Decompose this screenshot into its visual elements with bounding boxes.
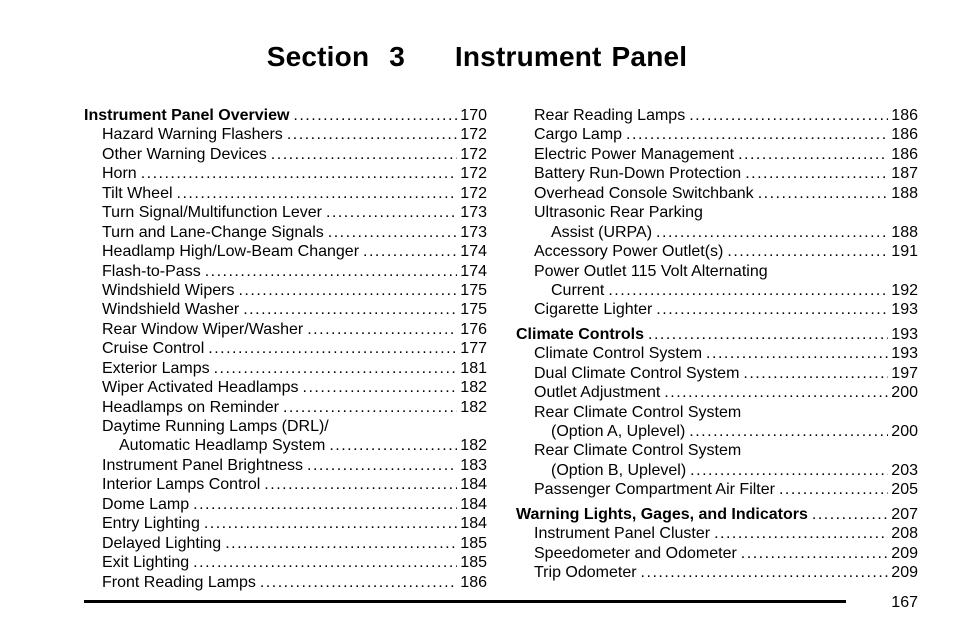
toc-entry-page: 175 <box>460 301 487 319</box>
toc-entry-label: Instrument Panel Cluster <box>534 525 711 543</box>
toc-entry-label: Wiper Activated Headlamps <box>102 379 299 397</box>
toc-entry-label: Headlamp High/Low-Beam Changer <box>102 243 360 261</box>
toc-entry-label: Passenger Compartment Air Filter <box>534 481 775 499</box>
toc-entry[interactable] <box>516 281 918 300</box>
toc-entry-label: Turn and Lane-Change Signals <box>102 223 324 241</box>
dot-leader <box>706 344 888 363</box>
toc-entry-page: 177 <box>460 340 487 358</box>
toc-entry-label: Other Warning Devices <box>102 145 267 163</box>
dot-leader <box>363 242 457 261</box>
toc-section-heading[interactable] <box>516 505 918 524</box>
toc-entry[interactable] <box>84 573 487 592</box>
toc-entry-label: Instrument Panel Overview <box>84 107 290 124</box>
dot-leader <box>714 524 888 543</box>
toc-entry-label: Rear Climate Control System <box>534 403 742 421</box>
toc-entry-page: 182 <box>460 379 487 397</box>
toc-entry-label: Power Outlet 115 Volt Alternating <box>534 262 768 280</box>
toc-entry-label: (Option B, Uplevel) <box>551 461 687 479</box>
toc-entry-label: Outlet Adjustment <box>534 384 661 402</box>
toc-entry[interactable] <box>84 223 487 242</box>
dot-leader <box>193 495 457 514</box>
toc-entry-label: Automatic Headlamp System <box>119 437 326 455</box>
dot-leader <box>656 300 888 319</box>
toc-entry-page: 186 <box>891 107 918 124</box>
toc-entry-label: Speedometer and Odometer <box>534 544 737 562</box>
toc-entry-label: Cruise Control <box>102 340 205 358</box>
dot-leader <box>243 300 457 319</box>
toc-entry-page: 187 <box>891 165 918 183</box>
toc-entry-label: Battery Run-Down Protection <box>534 165 742 183</box>
toc-entry[interactable] <box>516 403 918 422</box>
dot-leader <box>287 125 457 144</box>
toc-entry-page: 172 <box>460 126 487 144</box>
dot-leader <box>141 164 458 183</box>
toc-entry-page: 172 <box>460 184 487 202</box>
toc-entry-label: Turn Signal/Multifunction Lever <box>102 204 322 222</box>
toc-entry-label: Daytime Running Lamps (DRL)/ <box>102 418 329 435</box>
toc-entry-label: Dual Climate Control System <box>534 364 740 382</box>
toc-entry-page: 203 <box>891 461 918 479</box>
toc-entry-page: 173 <box>460 223 487 241</box>
toc-entry-page: 191 <box>891 243 918 261</box>
toc-entry-page: 182 <box>460 398 487 416</box>
dot-leader <box>727 242 888 261</box>
toc-entry[interactable] <box>516 544 918 563</box>
dot-leader <box>648 325 888 344</box>
toc-right-column <box>516 106 918 583</box>
toc-entry-page: 172 <box>460 145 487 163</box>
toc-entry[interactable] <box>516 422 918 441</box>
dot-leader <box>307 320 457 339</box>
toc-entry-page: 197 <box>891 364 918 382</box>
toc-entry[interactable] <box>516 300 918 319</box>
dot-leader <box>293 106 457 125</box>
toc-entry-page: 183 <box>460 456 487 474</box>
toc-entry[interactable] <box>516 184 918 203</box>
toc-entry-page: 170 <box>460 107 487 124</box>
toc-entry[interactable] <box>84 378 487 397</box>
toc-entry-label: Current <box>551 281 605 299</box>
toc-entry-label: Exit Lighting <box>102 554 190 572</box>
toc-entry-page: 188 <box>891 184 918 202</box>
toc-entry[interactable] <box>516 383 918 402</box>
toc-entry-page: 173 <box>460 204 487 222</box>
toc-entry-page: 182 <box>460 437 487 455</box>
toc-entry[interactable] <box>516 480 918 499</box>
toc-entry-label: Assist (URPA) <box>551 223 653 241</box>
toc-entry-page: 181 <box>460 359 487 377</box>
toc-entry[interactable] <box>516 563 918 582</box>
toc-entry-label: Electric Power Management <box>534 145 735 163</box>
toc-entry[interactable] <box>516 441 918 460</box>
dot-leader <box>779 480 888 499</box>
toc-entry-label: Ultrasonic Rear Parking <box>534 204 703 222</box>
toc-entry[interactable] <box>84 495 487 514</box>
toc-entry[interactable] <box>84 359 487 378</box>
dot-leader <box>626 125 888 144</box>
toc-entry[interactable] <box>516 524 918 543</box>
toc-entry-label: Accessory Power Outlet(s) <box>534 243 724 261</box>
toc-entry[interactable] <box>84 184 487 203</box>
toc-entry[interactable] <box>84 417 487 436</box>
dot-leader <box>260 573 457 592</box>
toc-entry-label: Tilt Wheel <box>102 184 173 202</box>
dot-leader <box>328 223 458 242</box>
dot-leader <box>738 145 888 164</box>
toc-entry[interactable] <box>84 125 487 144</box>
toc-entry-page: 186 <box>891 126 918 144</box>
toc-entry-label: Rear Window Wiper/Washer <box>102 320 304 338</box>
dot-leader <box>741 544 889 563</box>
toc-entry[interactable] <box>84 203 487 222</box>
toc-entry[interactable] <box>84 436 487 455</box>
dot-leader <box>758 184 889 203</box>
toc-entry-label: Cargo Lamp <box>534 126 623 144</box>
toc-entry-label: Horn <box>102 165 137 183</box>
toc-entry[interactable] <box>84 281 487 300</box>
toc-entry-label: Windshield Washer <box>102 301 240 319</box>
toc-entry[interactable] <box>84 514 487 533</box>
toc-entry[interactable] <box>84 339 487 358</box>
toc-entry-page: 209 <box>891 564 918 582</box>
toc-entry-label: Exterior Lamps <box>102 359 210 377</box>
dot-leader <box>329 436 457 455</box>
toc-entry-label: Trip Odometer <box>534 564 637 582</box>
dot-leader <box>307 456 457 475</box>
dot-leader <box>271 145 458 164</box>
section-title: Section 3 Instrument Panel <box>266 41 688 72</box>
page-number: 167 <box>891 594 918 611</box>
toc-section-heading[interactable] <box>84 106 487 125</box>
toc-entry[interactable] <box>84 242 487 261</box>
toc-entry[interactable] <box>516 223 918 242</box>
dot-leader <box>743 364 888 383</box>
toc-entry-page: 188 <box>891 223 918 241</box>
dot-leader <box>208 339 457 358</box>
dot-leader <box>238 281 457 300</box>
toc-entry-page: 193 <box>891 345 918 363</box>
toc-entry-page: 176 <box>460 320 487 338</box>
toc-entry-label: Warning Lights, Gages, and Indicators <box>516 505 808 523</box>
dot-leader <box>225 534 457 553</box>
dot-leader <box>664 383 888 402</box>
dot-leader <box>641 563 889 582</box>
footer-rule <box>84 600 846 603</box>
toc-entry-page: 184 <box>460 495 487 513</box>
toc-entry-label: Overhead Console Switchbank <box>534 184 754 202</box>
toc-entry-label: Rear Climate Control System <box>534 442 742 460</box>
toc-entry-page: 205 <box>891 481 918 499</box>
dot-leader <box>283 398 457 417</box>
dot-leader <box>177 184 458 203</box>
toc-entry-page: 193 <box>891 325 918 343</box>
dot-leader <box>264 475 457 494</box>
toc-entry-label: Cigarette Lighter <box>534 301 653 319</box>
toc-entry-page: 186 <box>891 145 918 163</box>
toc-entry[interactable] <box>84 320 487 339</box>
toc-entry[interactable] <box>84 534 487 553</box>
dot-leader <box>214 359 458 378</box>
toc-entry[interactable] <box>516 344 918 363</box>
dot-leader <box>204 514 457 533</box>
toc-entry-page: 185 <box>460 534 487 552</box>
dot-leader <box>205 262 458 281</box>
toc-entry[interactable] <box>516 164 918 183</box>
toc-entry-page: 186 <box>460 573 487 591</box>
toc-entry[interactable] <box>84 456 487 475</box>
toc-entry-label: Flash-to-Pass <box>102 262 201 280</box>
toc-entry[interactable] <box>516 203 918 222</box>
toc-entry-label: Rear Reading Lamps <box>534 107 686 124</box>
toc-entry[interactable] <box>516 106 918 125</box>
toc-entry-page: 174 <box>460 243 487 261</box>
dot-leader <box>326 203 457 222</box>
toc-entry-page: 192 <box>891 281 918 299</box>
toc-entry-label: Climate Controls <box>516 325 645 343</box>
dot-leader <box>193 553 457 572</box>
dot-leader <box>608 281 888 300</box>
toc-entry-page: 208 <box>891 525 918 543</box>
toc-entry[interactable] <box>84 553 487 572</box>
toc-entry-label: Entry Lighting <box>102 515 200 533</box>
dot-leader <box>690 461 888 480</box>
toc-entry-label: Dome Lamp <box>102 495 190 513</box>
toc-entry-label: Headlamps on Reminder <box>102 398 279 416</box>
toc-entry-label: Interior Lamps Control <box>102 476 261 494</box>
dot-leader <box>689 422 888 441</box>
toc-entry-page: 193 <box>891 301 918 319</box>
toc-entry-page: 207 <box>891 505 918 523</box>
toc-entry-page: 185 <box>460 554 487 572</box>
toc-entry[interactable] <box>84 164 487 183</box>
toc-entry-label: Front Reading Lamps <box>102 573 256 591</box>
toc-entry-page: 184 <box>460 515 487 533</box>
toc-entry[interactable] <box>516 364 918 383</box>
toc-entry[interactable] <box>516 262 918 281</box>
toc-entry-page: 200 <box>891 423 918 440</box>
toc-entry-label: Climate Control System <box>534 345 703 363</box>
dot-leader <box>656 223 888 242</box>
dot-leader <box>303 378 458 397</box>
toc-left-column <box>84 106 487 592</box>
toc-entry[interactable] <box>84 398 487 417</box>
dot-leader <box>812 505 888 524</box>
toc-entry-label: Delayed Lighting <box>102 534 222 552</box>
toc-entry[interactable] <box>516 242 918 261</box>
toc-entry-page: 200 <box>891 384 918 402</box>
toc-entry[interactable] <box>84 262 487 281</box>
toc-entry-page: 174 <box>460 262 487 280</box>
dot-leader <box>689 106 888 125</box>
toc-entry[interactable] <box>516 125 918 144</box>
toc-entry[interactable] <box>516 461 918 480</box>
toc-entry-label: Hazard Warning Flashers <box>102 126 283 144</box>
toc-section-heading[interactable] <box>516 325 918 344</box>
toc-entry-page: 172 <box>460 165 487 183</box>
toc-entry-label: Instrument Panel Brightness <box>102 456 303 474</box>
dot-leader <box>745 164 888 183</box>
toc-entry[interactable] <box>84 300 487 319</box>
toc-entry[interactable] <box>84 145 487 164</box>
toc-entry[interactable] <box>84 475 487 494</box>
toc-entry-label: (Option A, Uplevel) <box>551 423 686 440</box>
toc-entry-label: Windshield Wipers <box>102 281 235 299</box>
toc-entry[interactable] <box>516 145 918 164</box>
toc-entry-page: 209 <box>891 544 918 562</box>
toc-entry-page: 184 <box>460 476 487 494</box>
toc-entry-page: 175 <box>460 281 487 299</box>
